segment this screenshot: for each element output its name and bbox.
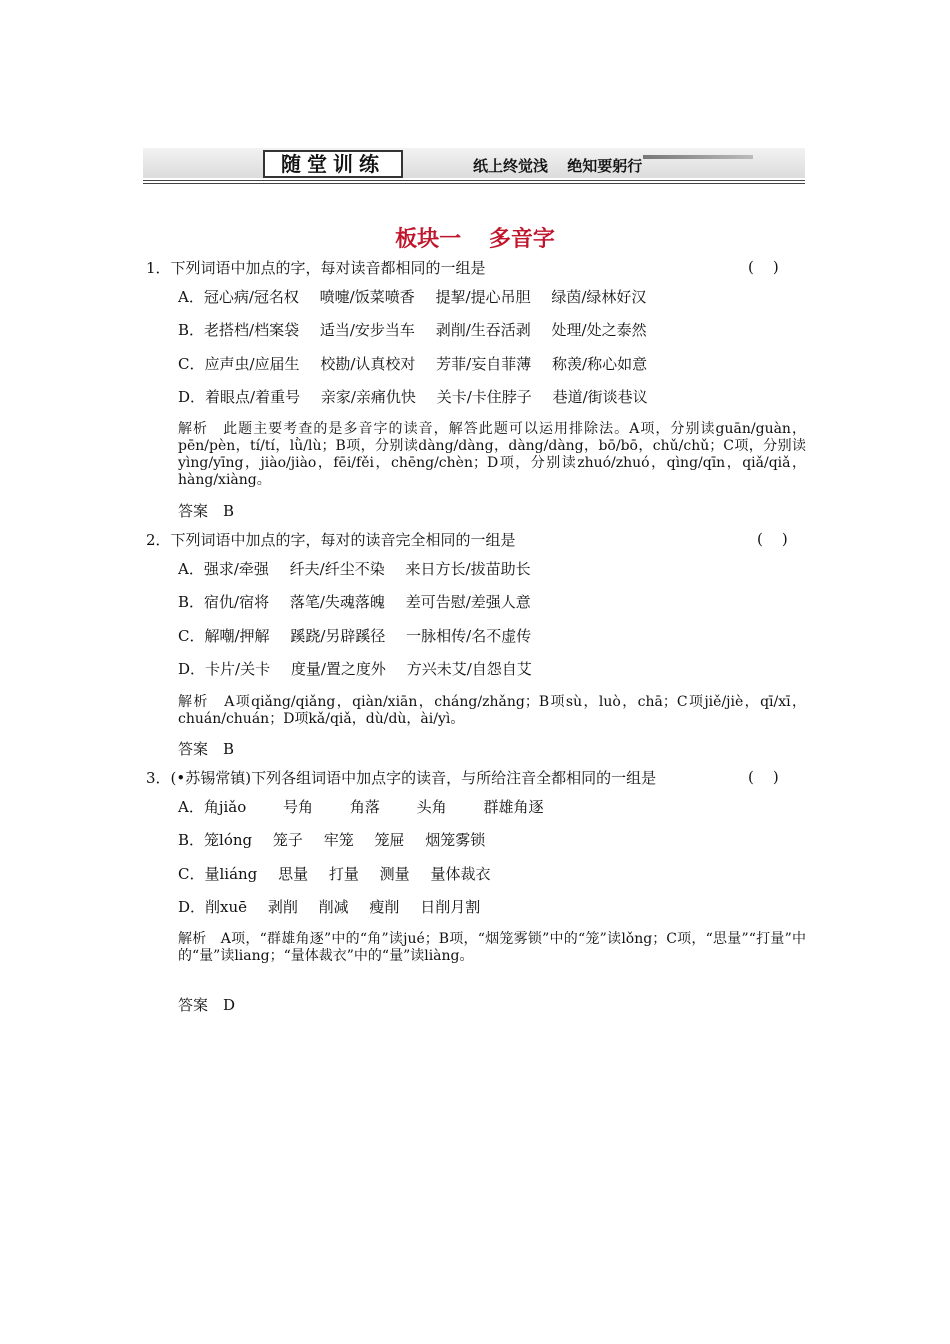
question-3-option-a [178,797,543,817]
section-banner [143,145,805,183]
question-3-analysis: 解析 A项，“群雄角逐”中的“角”读jué；B项，“烟笼雾锁”中的“笼”读lǒng；C项，“思量”“打量”中的“量”读liang；“量体裁衣”中的“量”读liàng。 [178,931,806,964]
question-2-answer-bracket: ( ) [757,530,788,548]
question-2-analysis: 解析 A项qiǎng/qiǎng，qiàn/xiān，cháng/zhǎng；B项sù，luò，chā；C项jiě/jiè，qī/xī，chuán/chuán；D项kǎ/qiǎ，dù/dù，ài/yì。 [178,694,806,727]
option-text: A．角jiǎo [178,798,247,816]
question-2-option-c [178,626,531,646]
option-text: 度量/置之度外 [290,660,386,678]
option-text: B．宿仇/宿将 [178,593,270,611]
question-3-option-b [178,830,485,850]
option-text: 群雄角逐 [483,798,544,816]
option-text: C．应声虫/应届生 [178,355,300,373]
option-text: 称羡/称心如意 [552,355,648,373]
option-text: 号角 [283,798,314,816]
question-2-option-b [178,592,531,612]
option-text: B．老搭档/档案袋 [178,321,300,339]
option-text: 处理/处之泰然 [551,321,647,339]
option-text: 校勘/认真校对 [320,355,416,373]
option-text: 一脉相传/名不虚传 [406,627,532,645]
option-text: 瘦削 [369,898,400,916]
question-2-stem: 2．下列词语中加点的字，每对的读音完全相同的一组是 [146,531,516,549]
option-text: 方兴未艾/自怨自艾 [406,660,532,678]
question-3-option-c [178,864,490,884]
option-text: 削减 [318,898,349,916]
option-text: 亲家/亲痛仇快 [320,388,416,406]
option-text: 日削月割 [420,898,481,916]
banner-rule [143,180,805,181]
question-3-stem: 3．(•苏锡常镇)下列各组词语中加点字的读音，与所给注音全都相同的一组是 [146,769,657,787]
option-text: 角落 [349,798,380,816]
option-text: 来日方长/拔苗助长 [405,560,531,578]
option-text: A．强求/牵强 [178,560,269,578]
banner-rule-lower [143,183,805,184]
option-text: 剥削/生吞活剥 [435,321,531,339]
question-2-option-a [178,559,531,579]
option-text: 适当/安步当车 [319,321,415,339]
option-text: 牢笼 [323,831,354,849]
option-text: 芳菲/妄自菲薄 [436,355,532,373]
option-text: 头角 [416,798,447,816]
option-text: 纤夫/纤尘不染 [289,560,385,578]
option-text: 巷道/街谈巷议 [552,388,648,406]
option-text: D．削xuē [178,898,248,916]
option-text: 笼子 [272,831,303,849]
question-1-option-c [178,354,647,374]
option-text: 笼屉 [374,831,405,849]
option-text: 量体裁衣 [430,865,491,883]
question-2-answer: 答案 B [178,740,235,758]
option-text: 绿茵/绿林好汉 [551,288,647,306]
question-2-option-d [178,659,532,679]
question-1-answer: 答案 B [178,502,235,520]
option-text: D．卡片/关卡 [178,660,271,678]
question-1-option-d [178,387,648,407]
option-text: 打量 [328,865,359,883]
option-text: 烟笼雾锁 [425,831,486,849]
question-1-option-a [178,287,646,307]
option-text: 关卡/卡住脖子 [436,388,532,406]
question-3-answer-bracket: ( ) [748,768,779,786]
option-text: 测量 [379,865,410,883]
question-1-stem: 1．下列词语中加点的字，每对读音都相同的一组是 [146,259,486,277]
option-text: 提挈/提心吊胆 [435,288,531,306]
option-text: 差可告慰/差强人意 [405,593,531,611]
option-text: D．着眼点/着重号 [178,388,301,406]
banner-slogan: 纸上终觉浅 绝知要躬行 [473,157,643,175]
question-1-option-b [178,320,647,340]
option-text: C．量liáng [178,865,258,883]
option-text: 喷嚏/饭菜喷香 [319,288,415,306]
question-1-answer-bracket: ( ) [748,258,779,276]
option-text: 思量 [278,865,309,883]
banner-section-label: 随堂训练 [263,150,403,178]
banner-decoration [643,155,753,159]
section-title: 板块一 多音字 [395,226,555,252]
question-3-answer: 答案 D [178,996,236,1014]
option-text: 剥削 [267,898,298,916]
option-text: A．冠心病/冠名权 [178,288,299,306]
option-text: C．解嘲/押解 [178,627,270,645]
question-3-option-d [178,897,480,917]
question-1-analysis: 解析 此题主要考查的是多音字的读音，解答此题可以运用排除法。A项，分别读guān/guàn，pēn/pèn，tí/tí，lǜ/lù；B项，分别读dàng/dàng，dàng/dàng，bō/bō，chǔ/chǔ；C项，分别读yìng/yīng，jiào/jiào，fēi/fěi，chēng/chèn；D项，分别读zhuó/zhuó，qìng/qīn，qiǎ/qiǎ，hàng/xiàng。 [178,421,806,488]
option-text: B．笼lóng [178,831,253,849]
option-text: 蹊跷/另辟蹊径 [290,627,386,645]
option-text: 落笔/失魂落魄 [289,593,385,611]
